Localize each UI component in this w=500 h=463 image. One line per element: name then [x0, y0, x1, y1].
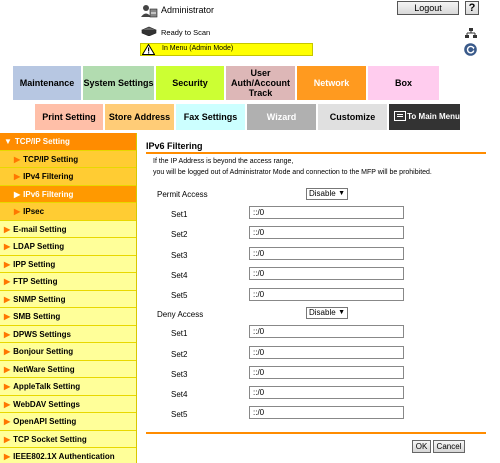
arrow-icon: ▶ [4, 242, 11, 251]
permit-set4-input[interactable]: ::/0 [249, 267, 404, 280]
arrow-icon: ▶ [14, 189, 21, 199]
arrow-icon: ▶ [4, 347, 11, 356]
logout-button[interactable]: Logout [397, 1, 459, 15]
deny-access-select[interactable]: Disable ▼ [306, 307, 348, 319]
arrow-icon: ▶ [4, 259, 11, 269]
sidebar-item-ipv4-filtering[interactable]: ▶ IPv4 Filtering [0, 168, 136, 186]
status-ready-text: Ready to Scan [161, 28, 211, 37]
permit-set3-input[interactable]: ::/0 [249, 247, 404, 260]
sidebar-item-webdav-settings[interactable]: ▶ WebDAV Settings [0, 396, 136, 414]
arrow-icon: ▶ [4, 224, 11, 234]
sidebar-item-tcpip-setting-sub[interactable]: ▶ TCP/IP Setting [0, 151, 136, 169]
status-bar [140, 43, 313, 56]
tab-box[interactable]: Box [368, 66, 439, 100]
main-content [146, 141, 486, 176]
permit-set5-label: Set5 [171, 291, 188, 300]
deny-set5-label: Set5 [171, 410, 188, 419]
tab-security[interactable]: Security [156, 66, 224, 100]
sidebar-item-appletalk-setting[interactable]: ▶ AppleTalk Setting [0, 378, 136, 396]
sidebar-item-smb-setting[interactable]: ▶ SMB Setting [0, 308, 136, 326]
title-divider [146, 152, 486, 154]
page-title: IPv6 Filtering [146, 141, 203, 151]
chevron-down-icon: ▼ [338, 309, 345, 316]
deny-access-label: Deny Access [157, 310, 204, 319]
description-text [153, 156, 483, 178]
bottom-divider [146, 432, 486, 434]
permit-set3-label: Set3 [171, 251, 188, 260]
permit-set4-label: Set4 [171, 271, 188, 280]
warning-icon [142, 44, 155, 55]
arrow-icon: ▶ [14, 154, 21, 164]
tab-network[interactable]: Network [297, 66, 366, 100]
deny-set2-input[interactable]: ::/0 [249, 346, 404, 359]
deny-set5-input[interactable]: ::/0 [249, 406, 404, 419]
deny-set3-input[interactable]: ::/0 [249, 366, 404, 379]
sidebar-item-tcpip-setting[interactable]: ▼ TCP/IP Setting [0, 133, 136, 151]
description-line-1: If the IP Address is beyond the access range, [153, 158, 294, 165]
ok-button[interactable]: OK [412, 440, 431, 453]
deny-set2-label: Set2 [171, 350, 188, 359]
to-main-menu-button[interactable] [389, 104, 460, 130]
deny-set1-label: Set1 [171, 329, 188, 338]
sidebar-item-ldap-setting[interactable]: ▶ LDAP Setting [0, 238, 136, 256]
tab-user-auth[interactable]: User Auth/Account Track [226, 66, 295, 100]
sidebar-item-ipsec[interactable]: ▶ IPsec [0, 203, 136, 221]
sidebar-item-email-setting[interactable]: ▶ E-mail Setting [0, 221, 136, 239]
help-button[interactable]: ? [465, 1, 479, 15]
arrow-icon: ▶ [14, 207, 21, 216]
arrow-icon: ▶ [4, 364, 11, 374]
permit-set2-input[interactable]: ::/0 [249, 226, 404, 239]
expanded-arrow-icon: ▼ [4, 137, 12, 146]
arrow-icon: ▶ [4, 277, 11, 286]
deny-set1-input[interactable]: ::/0 [249, 325, 404, 338]
arrow-icon: ▶ [4, 434, 11, 444]
arrow-icon: ▶ [4, 399, 11, 409]
arrow-icon: ▶ [4, 452, 11, 461]
deny-set3-label: Set3 [171, 370, 188, 379]
cancel-button[interactable]: Cancel [433, 440, 465, 453]
permit-set1-input[interactable]: ::/0 [249, 206, 404, 219]
permit-access-label: Permit Access [157, 190, 208, 199]
tab-maintenance[interactable]: Maintenance [13, 66, 81, 100]
sidebar-item-snmp-setting[interactable]: ▶ SNMP Setting [0, 291, 136, 309]
deny-set4-label: Set4 [171, 390, 188, 399]
sidebar-item-ipv6-filtering[interactable]: ▶ IPv6 Filtering [0, 186, 136, 204]
sidebar-item-tcp-socket-setting[interactable]: ▶ TCP Socket Setting [0, 431, 136, 449]
sidebar-item-dpws-settings[interactable]: ▶ DPWS Settings [0, 326, 136, 344]
sidebar-item-openapi-setting[interactable]: ▶ OpenAPI Setting [0, 413, 136, 431]
network-status-icon [465, 28, 477, 39]
tab-print-setting[interactable]: Print Setting [35, 104, 103, 130]
sidebar-item-ipp-setting[interactable]: ▶ IPP Setting [0, 256, 136, 274]
description-line-2: you will be logged out of Administrator Mode and connection to the MFP will be prohibited. [153, 169, 432, 176]
arrow-icon: ▶ [4, 312, 11, 321]
arrow-icon: ▶ [4, 382, 11, 391]
arrow-icon: ▶ [4, 417, 11, 426]
deny-set4-input[interactable]: ::/0 [249, 386, 404, 399]
tab-wizard[interactable]: Wizard [247, 104, 316, 130]
tab-system-settings[interactable]: System Settings [83, 66, 154, 100]
administrator-label: Administrator [161, 5, 215, 15]
permit-set5-input[interactable]: ::/0 [249, 288, 404, 301]
sidebar-item-bonjour-setting[interactable]: ▶ Bonjour Setting [0, 343, 136, 361]
chevron-down-icon: ▼ [338, 190, 345, 197]
tab-customize[interactable]: Customize [318, 104, 387, 130]
tab-fax-settings[interactable]: Fax Settings [176, 104, 245, 130]
refresh-icon[interactable] [464, 43, 477, 56]
to-main-menu-label: To Main Menu [407, 112, 460, 121]
arrow-icon: ▶ [4, 294, 11, 304]
sidebar-item-ieee8021x-authentication[interactable]: ▶ IEEE802.1X Authentication [0, 448, 136, 463]
sidebar [0, 133, 137, 463]
sidebar-item-netware-setting[interactable]: ▶ NetWare Setting [0, 361, 136, 379]
arrow-icon: ▶ [4, 329, 11, 339]
main-menu-icon [394, 111, 406, 121]
status-mode-text: In Menu (Admin Mode) [162, 45, 234, 52]
permit-set2-label: Set2 [171, 230, 188, 239]
permit-set1-label: Set1 [171, 210, 188, 219]
scanner-icon [141, 26, 157, 36]
arrow-icon: ▶ [14, 172, 21, 181]
tab-store-address[interactable]: Store Address [105, 104, 174, 130]
administrator-icon [140, 4, 158, 18]
permit-access-select[interactable]: Disable ▼ [306, 188, 348, 200]
sidebar-item-ftp-setting[interactable]: ▶ FTP Setting [0, 273, 136, 291]
